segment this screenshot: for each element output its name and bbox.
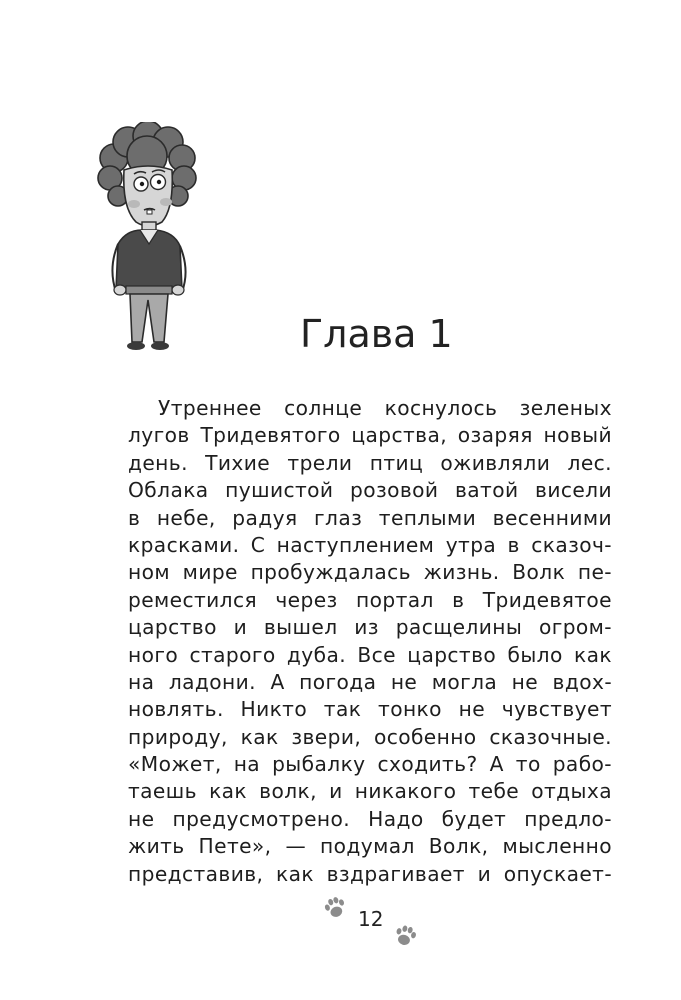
boy-illustration [92,122,202,352]
text-line: лугов Тридевятого царства, озаряя новый [128,423,612,448]
paw-print-icon [322,895,348,921]
text-line: таешь как волк, и никакого тебе отдыха [128,779,612,804]
text-line: природу, как звери, особенно сказочные. [128,724,612,749]
text-line: царство и вышел из расщелины огром- [128,615,612,640]
text-line: ном мире пробуждалась жизнь. Волк пе- [128,560,612,585]
body-text [128,395,612,888]
text-line: «Может, на рыбалку сходить? А то рабо- [128,752,612,777]
text-line: в небе, радуя глаз теплыми весенними [128,505,612,530]
text-line: ного старого дуба. Все царство было как [128,642,612,667]
text-line: Облака пушистой розовой ватой висели [128,478,612,503]
text-line: красками. С наступлением утра в сказоч- [128,532,612,557]
text-line: день. Тихие трели птиц оживляли лес. [128,450,612,475]
text-line: на ладони. А погода не могла не вдох- [128,669,612,694]
text-line: Утреннее солнце коснулось зеленых [158,396,612,420]
text-line: новлять. Никто так тонко не чувствует [128,697,612,722]
text-line: жить Пете», — подумал Волк, мысленно [128,834,612,859]
text-line: реместился через портал в Тридевятое [128,587,612,612]
chapter-title: Глава 1 [300,312,453,356]
text-line: не предусмотрено. Надо будет предло- [128,806,612,831]
paw-print-icon [392,923,418,949]
page-number: 12 [358,907,384,931]
text-line: представив, как вздрагивает и опускает- [128,861,612,886]
